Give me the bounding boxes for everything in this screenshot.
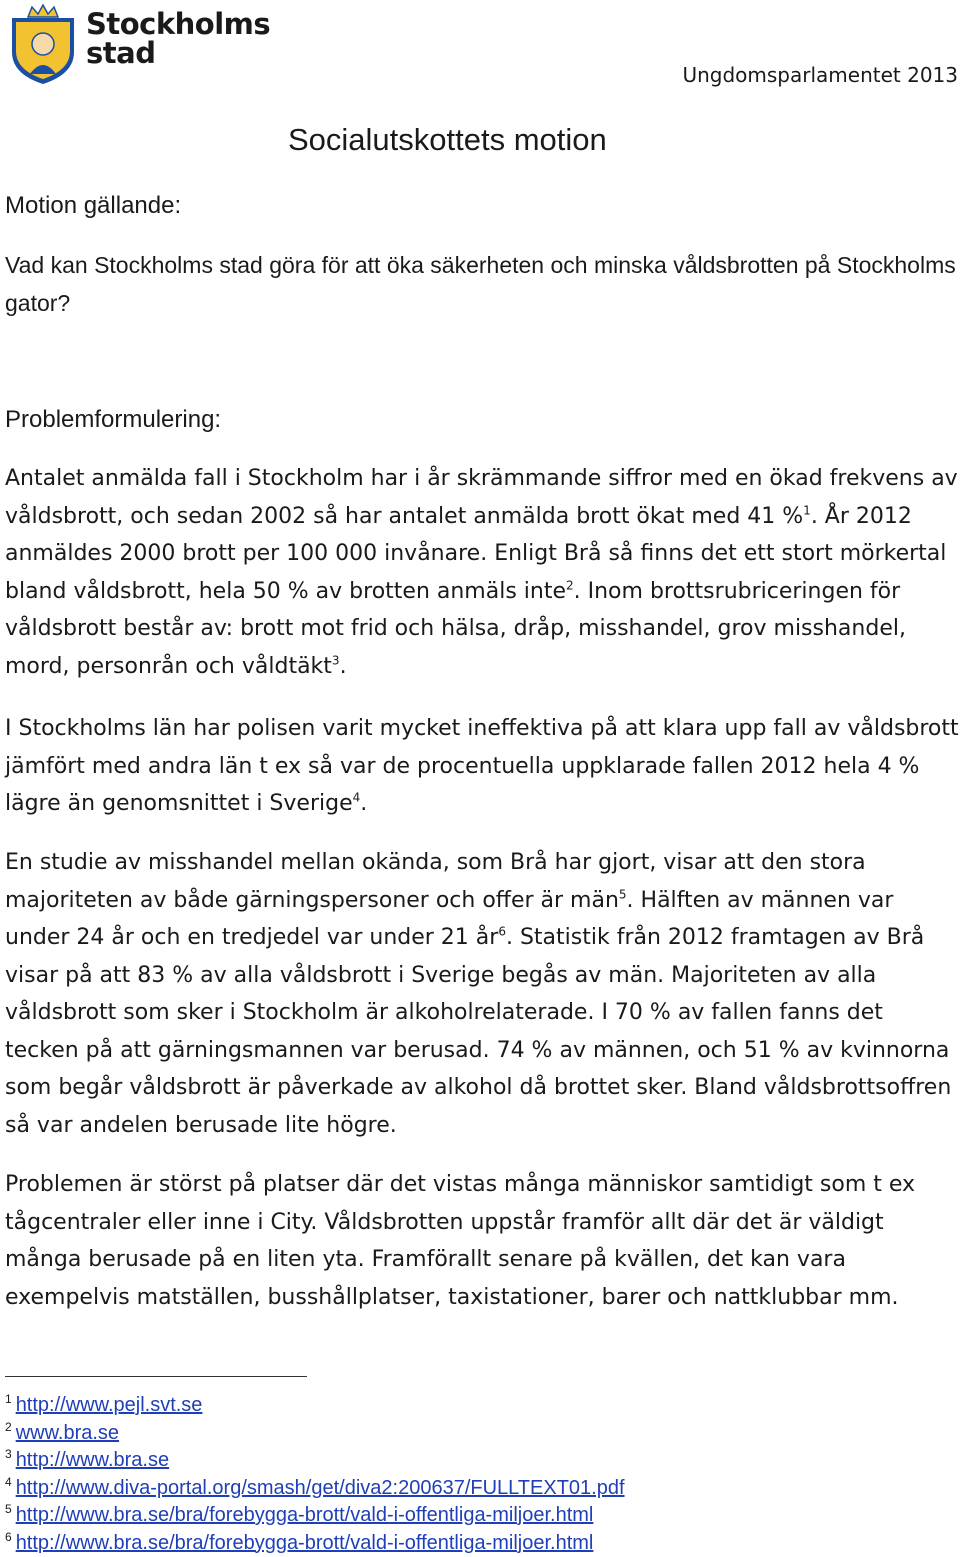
footnote-ref-4: 4	[353, 791, 361, 805]
footnote-divider	[5, 1376, 307, 1377]
footnotes	[5, 1392, 955, 1557]
footnote-ref-1: 1	[803, 503, 811, 517]
footnote-6	[5, 1530, 955, 1557]
footnote-ref-5: 5	[619, 887, 627, 901]
footnote-1	[5, 1392, 955, 1420]
crown-shield-icon	[8, 4, 78, 86]
footnote-ref-2: 2	[566, 578, 574, 592]
footnote-ref-6: 6	[498, 925, 506, 939]
footnote-link-3[interactable]: http://www.bra.se	[16, 1449, 169, 1471]
stockholms-stad-logo	[8, 4, 258, 86]
header-event-name: Ungdomsparlamentet 2013	[682, 63, 958, 87]
footnote-link-6[interactable]: http://www.bra.se/bra/forebygga-brott/vald-i-offentliga-miljoer.html	[16, 1532, 594, 1554]
p3-text-c: . Statistik från 2012 framtagen av Brå visar på att 83 % av alla våldsbrott i Sverige begås av män. Majoriteten av alla våldsbrott som sker i Stockholm är alkoholrelaterade. I 70 % av fallen fanns det tecken på att gärningsmannen var berusad. 74 % av männen, och 51 % av kvinnorna som begår våldsbrott är påverkade av alkohol då brottet sker. Bland våldsbrottsoffren så var andelen berusade lite högre.	[5, 925, 951, 1138]
p3-text-a: En studie av misshandel mellan okända, som Brå har gjort, visar att den stora majoriteten av både gärningspersoner och offer är män	[5, 850, 866, 913]
footnote-link-1[interactable]: http://www.pejl.svt.se	[16, 1394, 203, 1416]
motion-heading: Motion gällande:	[5, 192, 181, 220]
footnote-link-2[interactable]: www.bra.se	[16, 1422, 119, 1444]
footnote-number: 5	[5, 1502, 12, 1516]
logo-line-2: stad	[86, 39, 270, 68]
footnote-link-4[interactable]: http://www.diva-portal.org/smash/get/diva2:200637/FULLTEXT01.pdf	[16, 1477, 625, 1499]
paragraph-1	[5, 460, 960, 685]
footnote-number: 3	[5, 1447, 12, 1461]
p1-text-a: Antalet anmälda fall i Stockholm har i år skrämmande siffror med en ökad frekvens av våldsbrott, och sedan 2002 så har antalet anmälda brott ökat med 41 %	[5, 466, 958, 529]
logo-line-1: Stockholms	[86, 10, 270, 39]
footnote-5	[5, 1502, 955, 1530]
footnote-ref-3: 3	[332, 653, 340, 667]
footnote-link-5[interactable]: http://www.bra.se/bra/forebygga-brott/vald-i-offentliga-miljoer.html	[16, 1504, 594, 1526]
p1-text-b: . År 2012 anmäldes 2000 brott per 100 000 invånare. Enligt Brå så finns det ett stort mörkertal bland våldsbrott, hela 50 % av brotten anmäls inte	[5, 504, 946, 604]
footnote-number: 1	[5, 1392, 12, 1406]
p1-text-c: . Inom brottsrubriceringen för våldsbrott består av: brott mot frid och hälsa, dråp, misshandel, grov misshandel, mord, personrån och våldtäkt	[5, 579, 906, 679]
p2-text-a: I Stockholms län har polisen varit mycket ineffektiva på att klara upp fall av våldsbrott jämfört med andra län t ex så var de procentuella uppklarade fallen 2012 hela 4 % lägre än genomsnittet i Sverige	[5, 716, 959, 816]
paragraph-3	[5, 844, 960, 1144]
paragraph-2	[5, 710, 960, 823]
motion-question: Vad kan Stockholms stad göra för att öka säkerheten och minska våldsbrotten på Stockholms gator?	[5, 246, 960, 322]
p2-text-b: .	[360, 791, 367, 816]
footnote-number: 4	[5, 1475, 12, 1489]
p1-text-d: .	[340, 654, 347, 679]
problem-heading: Problemformulering:	[5, 406, 221, 434]
footnote-number: 6	[5, 1530, 12, 1544]
document-title: Socialutskottets motion	[288, 122, 607, 158]
footnote-2	[5, 1420, 955, 1448]
footnote-4	[5, 1475, 955, 1503]
footnote-number: 2	[5, 1420, 12, 1434]
logo-wordmark	[86, 10, 270, 68]
p3-text-b: . Hälften av männen var under 24 år och en tredjedel var under 21 år	[5, 888, 893, 951]
paragraph-4: Problemen är störst på platser där det vistas många människor samtidigt som t ex tågcentraler eller inne i City. Våldsbrotten uppstår framför allt där det är väldigt många berusade på en liten yta. Framförallt senare på kvällen, det kan vara exempelvis matställen, busshållplatser, taxistationer, barer och nattklubbar mm.	[5, 1166, 960, 1316]
footnote-3	[5, 1447, 955, 1475]
